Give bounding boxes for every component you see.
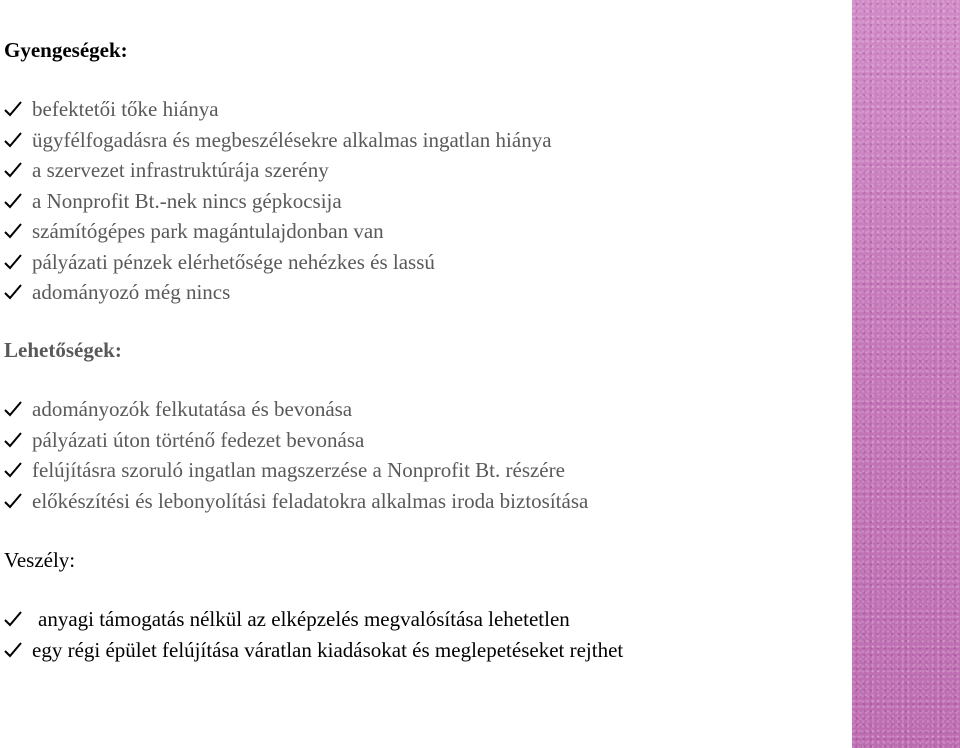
opportunities-list: [4, 394, 588, 516]
threats-list: [4, 604, 623, 665]
threats-heading: Veszély:: [4, 548, 76, 572]
list-item: anyagi támogatás nélkül az elképzelés megvalósítása lehetetlen: [4, 604, 623, 635]
weaknesses-heading: Gyengeségek:: [4, 38, 128, 62]
list-item: előkészítési és lebonyolítási feladatokra alkalmas iroda biztosítása: [4, 486, 588, 517]
checkmark-icon: [4, 493, 32, 509]
list-item: adományozók felkutatása és bevonása: [4, 394, 588, 425]
list-item: a szervezet infrastruktúrája szerény: [4, 155, 552, 186]
list-item: adományozó még nincs: [4, 277, 552, 308]
list-item: pályázati úton történő fedezet bevonása: [4, 425, 588, 456]
checkmark-icon: [4, 611, 38, 627]
checkmark-icon: [4, 223, 32, 239]
checkmark-icon: [4, 254, 32, 270]
checkmark-icon: [4, 132, 32, 148]
checkmark-icon: [4, 462, 32, 478]
weaknesses-list: [4, 94, 552, 308]
list-item: ügyfélfogadásra és megbeszélésekre alkalmas ingatlan hiánya: [4, 125, 552, 156]
checkmark-icon: [4, 193, 32, 209]
checkmark-icon: [4, 162, 32, 178]
list-item: a Nonprofit Bt.-nek nincs gépkocsija: [4, 186, 552, 217]
decorative-sidebar: [852, 0, 960, 748]
checkmark-icon: [4, 642, 32, 658]
checkmark-icon: [4, 101, 32, 117]
list-item: számítógépes park magántulajdonban van: [4, 216, 552, 247]
list-item: egy régi épület felújítása váratlan kiadásokat és meglepetéseket rejthet: [4, 635, 623, 666]
checkmark-icon: [4, 401, 32, 417]
list-item: pályázati pénzek elérhetősége nehézkes és lassú: [4, 247, 552, 278]
opportunities-heading: Lehetőségek:: [4, 338, 122, 362]
checkmark-icon: [4, 284, 32, 300]
checkmark-icon: [4, 432, 32, 448]
list-item: felújításra szoruló ingatlan magszerzése a Nonprofit Bt. részére: [4, 455, 588, 486]
list-item: befektetői tőke hiánya: [4, 94, 552, 125]
